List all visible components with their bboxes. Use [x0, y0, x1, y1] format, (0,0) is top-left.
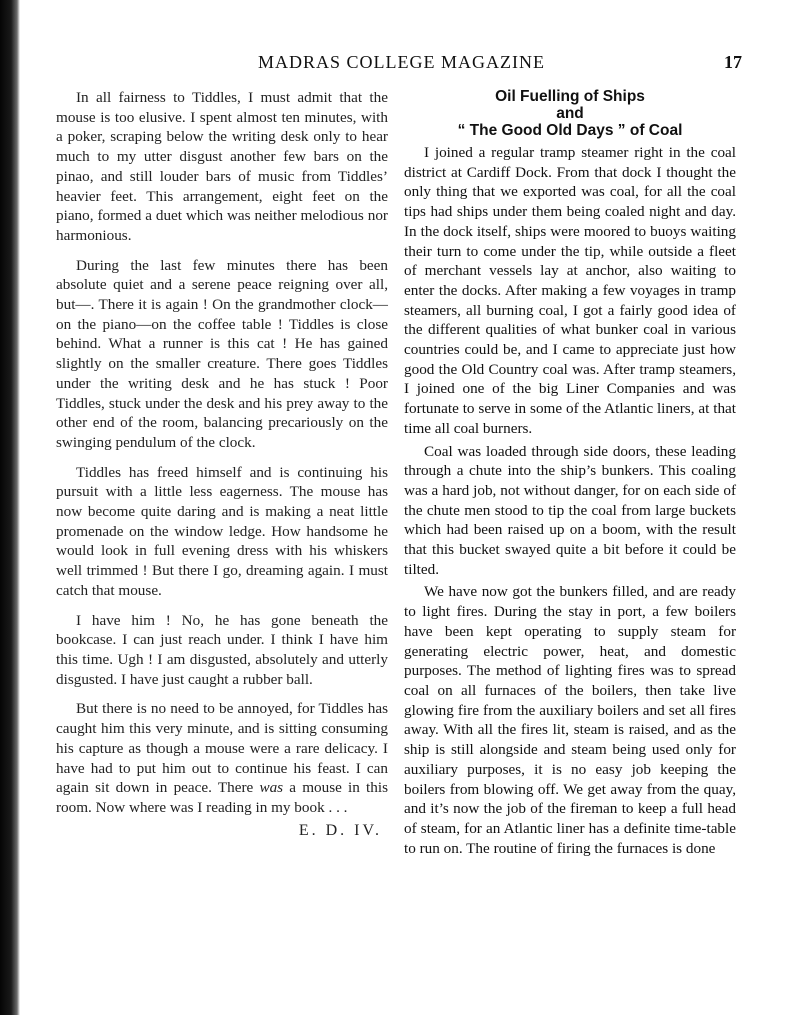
article-title-line: and	[556, 105, 584, 122]
magazine-title: MADRAS COLLEGE MAGAZINE	[258, 52, 545, 72]
article-title-line: Oil Fuelling of Ships	[495, 88, 645, 105]
paragraph: I have him ! No, he has gone beneath the bookcase. I can just reach under. I think I have him this time. Ugh ! I am disgusted, absolutely and utterly disgusted. I have just caught a rubber ball.	[56, 611, 388, 688]
paragraph: During the last few minutes there has been absolute quiet and a serene peace reigning over all, but—. There it is again ! On the grandmother clock—on the piano—on the coffee table ! Tiddles is close behind. What a runner is this cat ! He has gained slightly on the smaller creature. There goes Tiddles under the writing desk and he has stuck ! Poor Tiddles, stuck under the desk and his prey away to the other end of the room, balancing precariously on the swinging pendulum of the clock.	[56, 256, 388, 451]
page-number: 17	[724, 52, 742, 72]
page-header	[30, 52, 742, 76]
paragraph	[56, 699, 388, 817]
right-column	[404, 88, 736, 861]
book-spine-shadow	[0, 0, 20, 1015]
paragraph-text: a mouse in this room. Now where was I reading in my book . . .	[56, 779, 388, 816]
article-title-line: “ The Good Old Days ” of Coal	[457, 122, 683, 139]
paragraph: Tiddles has freed himself and is continuing his pursuit with a little less eagerness. The mouse has now become quite daring and is making a neat little promenade on the window ledge. How handsome he would look in full evening dress with his whiskers well trimmed ! But there I go, dreaming again. I must catch that mouse.	[56, 463, 388, 599]
emphasized-word: was	[259, 779, 284, 797]
paragraph: Coal was loaded through side doors, these leading through a chute into the ship’s bunkers. This coaling was a hard job, not without danger, for on each side of the chute men stood to tip the coal from large buckets which had been raised up on a boom, with the result that this bucket swayed quite a bit before it could be tilted.	[404, 442, 736, 578]
article-title	[404, 88, 736, 139]
paragraph: We have now got the bunkers filled, and are ready to light fires. During the stay in port, a few boilers have been kept operating to supply steam for generating electric power, heat, and domestic purposes. The method of lighting fires was to spread coal on all furnaces of the boilers, then take live glowing fire from the auxiliary boilers and set all fires away. With all the fires lit, steam is raised, and as the ship is still alongside and steam being used only for auxiliary purposes, it is no easy job keeping the boilers from blowing off. We get away from the quay, and it’s now the job of the fireman to keep a full head of steam, for an Atlantic liner has a definite time-table to run on. The routine of firing the furnaces is done	[404, 583, 736, 857]
author-signature: E. D. IV.	[298, 821, 382, 839]
left-column	[56, 88, 388, 840]
paragraph-text: But there is no need to be annoyed, for Tiddles has caught him this very minute, and is sitting consuming his capture as though a mouse were a rare delicacy. I have had to put him out to continue his feast. I can again sit down in peace. There	[56, 700, 388, 797]
paragraph: In all fairness to Tiddles, I must admit that the mouse is too elusive. I spent almost ten minutes, with a poker, scraping below the writing desk only to hear much to my utter disgust another few bars on the pinao, and still louder bars of music from Tiddles’ heavier feet. This arrangement, eight feet on the piano, formed a duet which was neither melodious nor harmonious.	[56, 89, 388, 244]
paragraph: I joined a regular tramp steamer right in the coal district at Cardiff Dock. From that dock I thought the only thing that we exported was coal, for all the coal tips had ships under them being coaled night and day. In the dock itself, ships were moored to buoys waiting their turn to come under the tip, while outside a fleet of merchant vessels lay at anchor, also waiting to enter the docks. After making a few voyages in tramp steamers, all burning coal, I got a fairly good idea of the different qualities of what bunker coal in various countries could be, and I came to appreciate just how good the Old Country coal was. After tramp steamers, I joined one of the big Liner Companies and was fortunate to serve in some of the Atlantic liners, at that time all coal burners.	[404, 144, 736, 437]
